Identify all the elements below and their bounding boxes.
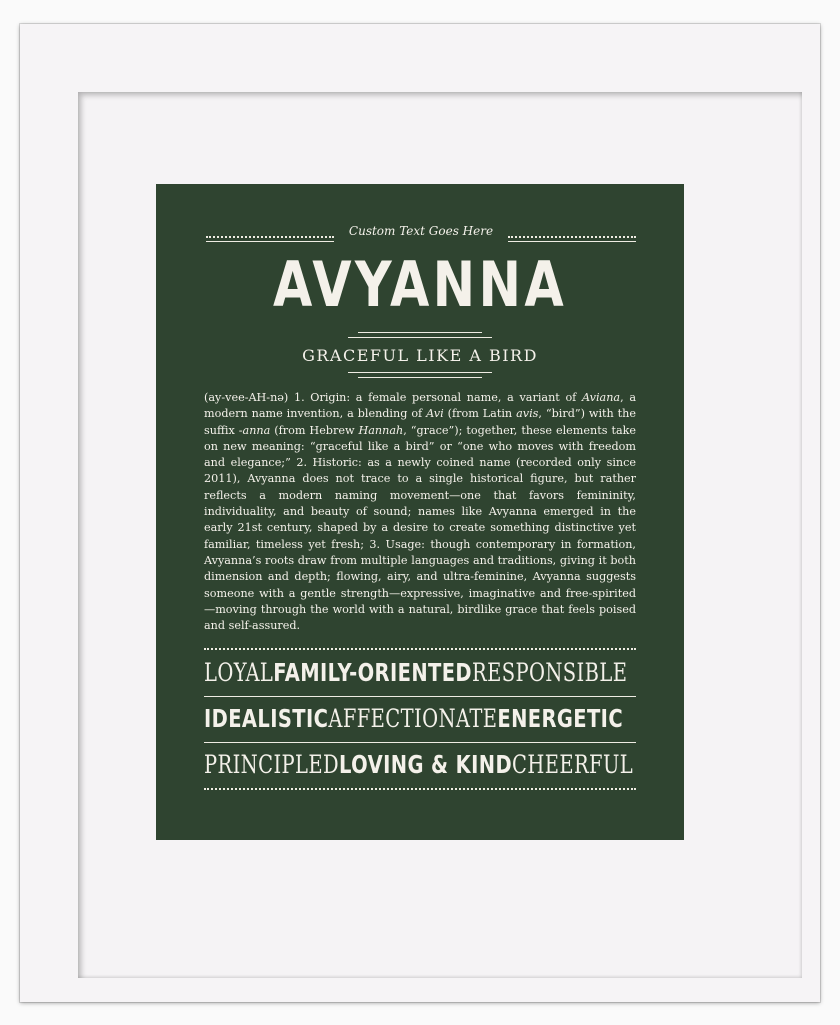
trait-word: FAMILY-ORIENTED	[273, 658, 473, 687]
dotted-rule-right	[508, 236, 636, 244]
definition-text: (ay-vee-AH-nə) 1. Origin: a female personal name, a variant of	[204, 391, 583, 404]
custom-text: Custom Text Goes Here	[348, 224, 494, 238]
rule-below-meaning	[358, 372, 482, 378]
definition-text: (from Latin	[443, 407, 517, 421]
name-meaning: GRACEFUL LIKE A BIRD	[302, 346, 538, 365]
definition-italic-term: Avi	[426, 407, 444, 421]
trait-word: IDEALISTIC	[204, 704, 329, 733]
rule-above-meaning	[358, 332, 482, 338]
custom-text-row	[206, 222, 636, 246]
definition-text: , “bird”) with the suffix	[204, 407, 636, 437]
definition-text: , a modern name invention, a blending of	[204, 391, 636, 421]
separator-2	[204, 742, 636, 743]
dotted-separator-bottom	[204, 788, 636, 790]
trait-word: CHEERFUL	[512, 750, 634, 779]
name-definition	[204, 390, 636, 634]
trait-word: AFFECTIONATE	[328, 704, 498, 733]
separator-1	[204, 696, 636, 697]
definition-text: (from Hebrew	[270, 423, 359, 437]
definition-italic-term: -anna	[238, 423, 271, 437]
definition-text: , “grace”); together, these elements take on new meaning: “graceful like a bird” or “one who moves with freedom and elegance;” 2. Historic: as a newly coined name (recorded only since 2011), Avyanna does not trace to a single historical figure, but rather reflects a modern naming movement—one that favors femininity, individuality, and beauty of sound; names like Avyanna emerged in the early 21st century, shaped by a desire to create something distinctive yet familiar, timeless yet fresh; 3. Usage: though contemporary in formation, Avyanna’s roots draw from multiple languages and traditions, giving it both dimension and depth; flowing, airy, and ultra-feminine, Avyanna suggests someone with a gentle strength—expressive, imaginative and free-spirited—moving through the world with a natural, birdlike grace that feels poised and self-assured.	[204, 423, 637, 633]
name-print	[156, 184, 684, 840]
trait-row-3	[204, 750, 636, 784]
trait-word: ENERGETIC	[497, 704, 624, 733]
dotted-separator-top	[204, 648, 636, 650]
trait-row-2	[204, 704, 636, 738]
name-title: AVYANNA	[273, 248, 567, 321]
trait-word: PRINCIPLED	[204, 750, 340, 779]
trait-row-1	[204, 658, 636, 692]
trait-word: LOYAL	[204, 658, 274, 687]
definition-italic-term: avis	[516, 407, 539, 421]
definition-italic-term: Aviana	[582, 391, 621, 404]
definition-italic-term: Hannah	[358, 423, 404, 437]
trait-word: LOVING & KIND	[339, 750, 513, 779]
trait-word: RESPONSIBLE	[472, 658, 628, 687]
